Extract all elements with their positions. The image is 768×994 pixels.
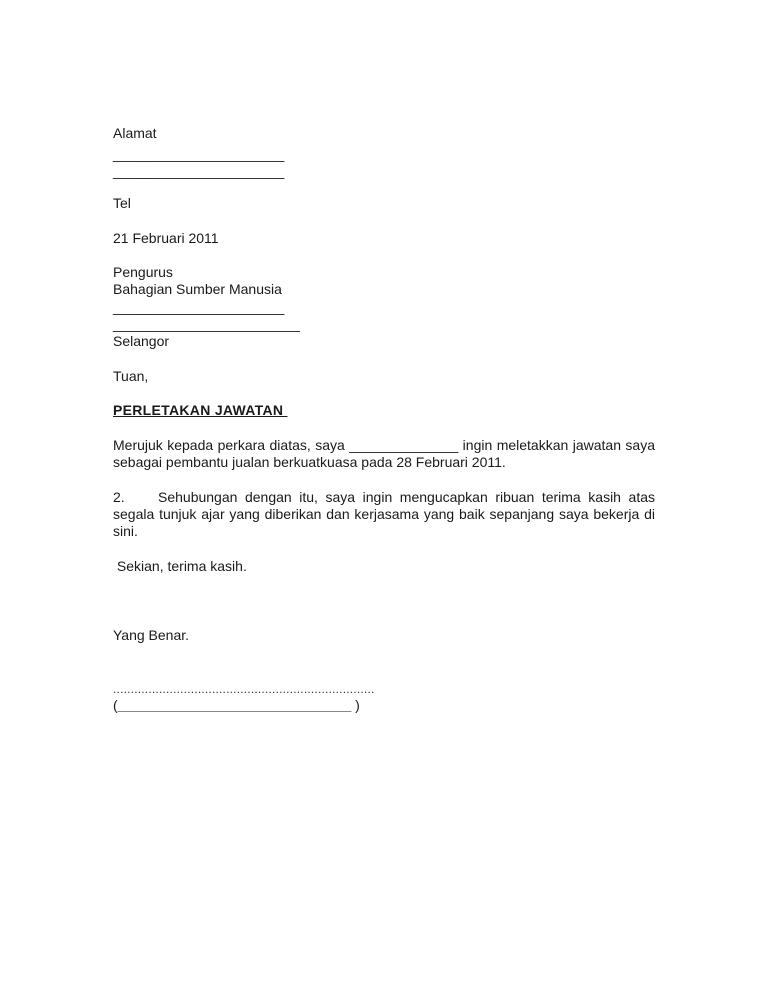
name-blank: ______________________________: [117, 697, 352, 713]
address-line-2: ______________________: [113, 163, 285, 179]
address-line-1: ______________________: [113, 146, 285, 162]
name-open-paren: (: [113, 697, 118, 713]
paragraph-2-text: Sehubungan dengan itu, saya ingin mengucapkan ribuan terima kasih atas segala tunjuk ajar yang diberikan dan kerjasama yang baik sepanjang saya bekerja di sini.: [113, 489, 655, 539]
recipient-state: Selangor: [113, 333, 170, 349]
name-close-paren: ): [351, 697, 360, 713]
address-label: Alamat: [113, 125, 157, 141]
body-paragraph-1: Merujuk kepada perkara diatas, saya ______________ ingin meletakkan jawatan saya sebagai pembantu jualan berkuatkuasa pada 28 Februari 2011.: [113, 437, 655, 470]
signoff: Yang Benar.: [113, 627, 190, 643]
paragraph-2-number: 2.: [113, 489, 125, 505]
letter-date: 21 Februari 2011: [113, 230, 219, 246]
closing-line: Sekian, terima kasih.: [113, 558, 247, 574]
body-paragraph-2: [113, 489, 655, 540]
signature-dotted-line: ..........................................................................: [113, 682, 375, 696]
recipient-title: Pengurus: [113, 264, 173, 280]
recipient-department: Bahagian Sumber Manusia: [113, 281, 282, 297]
signature-name-line: [113, 697, 360, 714]
recipient-line-1: ______________________: [113, 299, 285, 315]
salutation: Tuan,: [113, 368, 149, 384]
tel-label: Tel: [113, 195, 131, 211]
subject-heading: PERLETAKAN JAWATAN: [113, 402, 288, 418]
recipient-line-2: ________________________: [113, 316, 300, 332]
